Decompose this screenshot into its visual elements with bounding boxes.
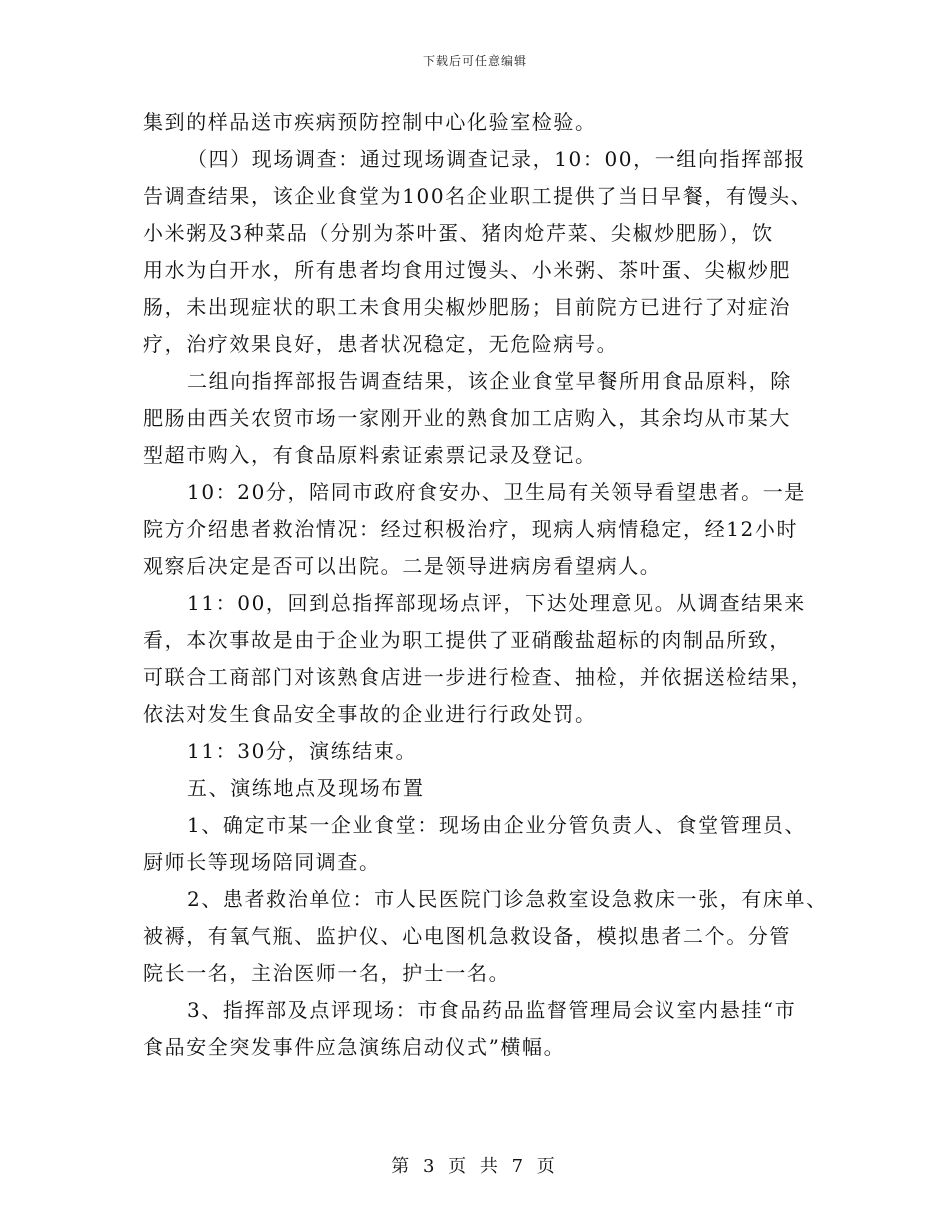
document-body [143, 104, 828, 1066]
body-line: 10：20分，陪同市政府食安办、卫生局有关领导看望患者。一是 [187, 480, 806, 504]
body-line: 肥肠由西关农贸市场一家刚开业的熟食加工店购入，其余均从市某大 [143, 406, 791, 430]
body-line: 观察后决定是否可以出院。二是领导进病房看望病人。 [143, 554, 662, 578]
body-line: 11：30分，演练结束。 [187, 739, 418, 763]
body-line: 厨师长等现场陪同调查。 [143, 850, 381, 874]
body-line: 院方介绍患者救治情况：经过积极治疗，现病人病情稳定，经12小时 [143, 517, 799, 541]
body-line: 告调查结果，该企业食堂为100名企业职工提供了当日早餐，有馒头、 [143, 184, 813, 208]
body-line: 依法对发生食品安全事故的企业进行行政处罚。 [143, 702, 597, 726]
body-line: 疗，治疗效果良好，患者状况稳定，无危险病号。 [143, 332, 619, 356]
body-line: 食品安全突发事件应急演练启动仪式”横幅。 [143, 1035, 566, 1059]
body-line: （四）现场调查：通过现场调查记录，10：00，一组向指挥部报 [187, 147, 806, 171]
body-line: 2、患者救治单位：市人民医院门诊急救室设急救床一张，有床单、 [187, 887, 828, 911]
page-header: 下载后可任意编辑 [422, 54, 527, 68]
body-line: 1、确定市某一企业食堂：现场由企业分管负责人、食堂管理员、 [187, 813, 807, 837]
body-line: 二组向指挥部报告调查结果，该企业食堂早餐所用食品原料，除 [187, 369, 792, 393]
body-line: 小米粥及3种菜品（分别为茶叶蛋、猪肉炝芹菜、尖椒炒肥肠），饮 [143, 221, 774, 245]
body-line: 集到的样品送市疾病预防控制中心化验室检验。 [143, 110, 597, 134]
body-line: 五、演练地点及现场布置 [187, 776, 425, 800]
page-footer: 第 3 页 共 7 页 [391, 1156, 559, 1177]
body-line: 肠，未出现症状的职工未食用尖椒炒肥肠；目前院方已进行了对症治 [143, 295, 791, 319]
body-line: 3、指挥部及点评现场：市食品药品监督管理局会议室内悬挂“市 [187, 998, 797, 1022]
body-line: 11：00，回到总指挥部现场点评，下达处理意见。从调查结果来 [187, 591, 806, 615]
body-line: 型超市购入，有食品原料索证索票记录及登记。 [143, 443, 597, 467]
body-line: 可联合工商部门对该熟食店进一步进行检查、抽检，并依据送检结果， [143, 665, 813, 689]
body-line: 院长一名，主治医师一名，护士一名。 [143, 961, 511, 985]
body-line: 被褥，有氧气瓶、监护仪、心电图机急救设备，模拟患者二个。分管 [143, 924, 791, 948]
body-line: 用水为白开水，所有患者均食用过馒头、小米粥、茶叶蛋、尖椒炒肥 [143, 258, 791, 282]
body-line: 看，本次事故是由于企业为职工提供了亚硝酸盐超标的肉制品所致， [143, 628, 791, 652]
